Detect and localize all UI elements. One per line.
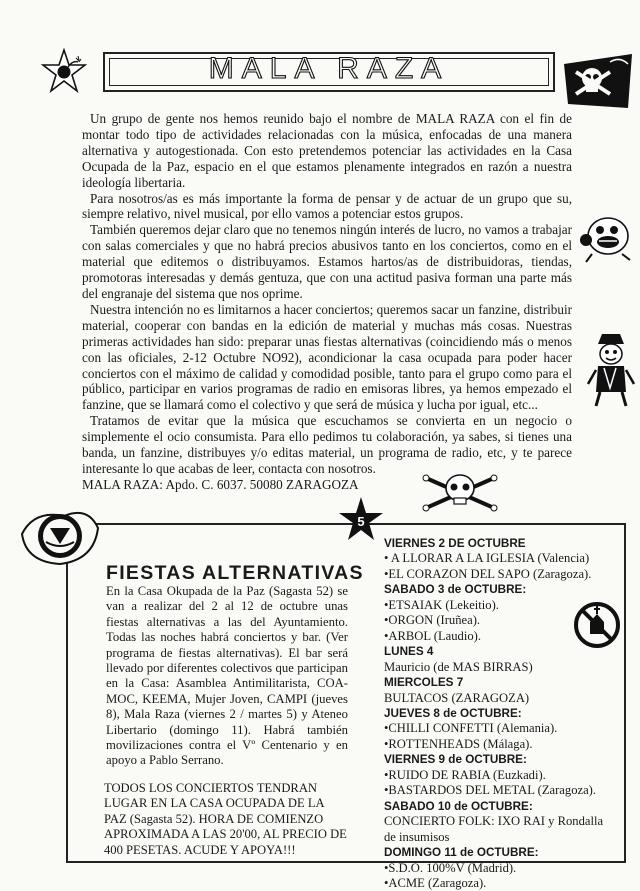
event-item: Mauricio (de MAS BIRRAS) <box>384 659 533 674</box>
event-item: CONCIERTO FOLK: IXO RAI y Rondalla <box>384 814 604 829</box>
skull-crossbones-icon <box>420 470 500 514</box>
contact-address: MALA RAZA: Apdo. C. 6037. 50080 ZARAGOZA <box>82 476 359 492</box>
event-item: •RUIDO DE RABIA (Euzkadi). <box>384 767 546 782</box>
schedule-day <box>384 799 624 845</box>
event-item: •EL CORAZON DEL SAPO (Zaragoza). <box>384 566 592 581</box>
event-item: de insumisos <box>384 829 450 844</box>
event-item: •ORGON (Iruñea). <box>384 613 481 628</box>
concert-notice: TODOS LOS CONCIERTOS TENDRAN LUGAR EN LA CASA OCUPADA DE LA PAZ (Sagasta 52). HORA DE COMIENZO APROXIMADA A LAS 20'00, AL PRECIO DE 400 PESETAS. ACUDE Y APOYA!!! <box>104 781 347 857</box>
schedule-day <box>384 536 624 582</box>
schedule-day <box>384 706 624 752</box>
schedule-day <box>384 752 624 798</box>
intro-paragraph: Para nosotros/as es más importante la forma de pensar y de actuar de un grupo que su, siempre relativo, nivel musical, por ello vamos a potenciar estos grupos. <box>82 190 572 222</box>
intro-paragraph: También queremos dejar claro que no tenemos ningún interés de lucro, no vamos a trabajar con salas comerciales y que no habrá precios abusivos tanto en los conciertos, como en el material que editemos o distribuyamos. Estamos hartos/as de distribuidoras, tiendas, promotoras interesadas y demás gentuza, que con una actitud pasiva forman una parte más del engranaje del sistema que nos oprime. <box>82 222 572 301</box>
schedule-day <box>384 675 624 706</box>
day-heading: VIERNES 2 DE OCTUBRE <box>384 537 526 550</box>
event-item: •BASTARDOS DEL METAL (Zaragoza). <box>384 783 597 798</box>
event-item: •ROTTENHEADS (Málaga). <box>384 736 533 751</box>
cartoon-figure-icon <box>584 330 638 410</box>
concert-schedule <box>384 536 624 891</box>
mala-raza-seal <box>16 498 104 570</box>
intro-paragraph: Tratamos de evitar que la música que escuchamos se convierta en un negocio o simplemente el ocio consumista. Para ello pedimos tu colaboración, ya sabes, si tienes una banda, un fanzine, distribuyes y/o editas material, un programa de radio, etc, y te parece interesante lo que acabas de leer, contacta con nosotros. <box>82 413 572 476</box>
day-heading: JUEVES 8 de OCTUBRE: <box>384 706 522 720</box>
number-star-badge <box>338 496 384 542</box>
event-item: •CHILLI CONFETTI (Alemania). <box>384 721 558 736</box>
day-heading: MIERCOLES 7 <box>384 676 464 690</box>
fiestas-title: FIESTAS ALTERNATIVAS <box>106 562 364 584</box>
schedule-day <box>384 644 624 675</box>
event-item: •S.D.O. 100%V (Madrid). <box>384 860 517 875</box>
schedule-day <box>384 582 624 644</box>
intro-paragraph: Un grupo de gente nos hemos reunido bajo el nombre de MALA RAZA con el fin de montar todo tipo de actividades relacionadas con la música, enfocadas de una manera alternativa y autogestionada. Con esto pretendemos potenciar las actividades en la Casa Ocupada de la Paz, espacio en el que estamos plenamente integrados en razón a nuestra ideología libertaria. <box>82 111 572 190</box>
event-item: •ACME (Zaragoza). <box>384 875 487 890</box>
event-item: •ETSAIAK (Lekeitio). <box>384 597 499 612</box>
intro-paragraph: Nuestra intención no es limitarnos a hacer conciertos; queremos sacar un fanzine, distribuir material, cooperar con bandas en la edición de material y muchas más cosas. Nuestras primeras actividades han sido: preparar unas fiestas alternativas (coincidiendo más o menos con las oficiales, 2-12 Octubre NO92), acondicionar la casa ocupada para poder hacer conciertos con el máximo de calidad y comodidad posible, tanto para el grupo como para el público, participar en varios programas de radio en emisoras libres, ya hemos empezado el fanzine, que se llamará como el colectivo y que será de música y lucha por igual, etc... <box>82 301 572 413</box>
pirate-skull-icon <box>562 52 634 110</box>
title-frame <box>103 52 555 92</box>
event-item: BULTACOS (ZARAGOZA) <box>384 690 530 705</box>
badge-number: 5 <box>357 514 365 529</box>
day-heading: VIERNES 9 de OCTUBRE: <box>384 753 527 767</box>
event-item: • A LLORAR A LA IGLESIA (Valencia) <box>384 551 590 566</box>
schedule-day <box>384 845 624 891</box>
day-heading: SABADO 3 de OCTUBRE: <box>384 583 527 597</box>
star-bomb-icon <box>40 48 88 94</box>
event-item: •ARBOL (Laudio). <box>384 628 481 643</box>
day-heading: SABADO 10 de OCTUBRE: <box>384 799 533 813</box>
intro-text <box>82 111 572 493</box>
day-heading: LUNES 4 <box>384 645 434 659</box>
fiestas-body: En la Casa Okupada de la Paz (Sagasta 52) se van a realizar del 2 al 12 de octubre unas fiestas alternativas a las del Ayuntamiento. Todas las noches habrá conciertos y bar. (Ver programa de fiestas alternativas). El bar será llevado por diferentes colectivos que participan en la Casa: Asamblea Antimilitarista, COA-MOC, KEEMA, Mujer Joven, CAMPI (jueves 8), Mala Raza (viernes 2 / martes 5) y Ateneo Libertario (domingo 11). Habrá también movilizaciones contra el Vº Centenario y en apoyo a Pablo Serrano. <box>106 584 348 768</box>
day-heading: DOMINGO 11 de OCTUBRE: <box>384 846 539 860</box>
cartoon-character-icon <box>578 210 636 264</box>
page-title: MALA RAZA <box>208 52 450 85</box>
